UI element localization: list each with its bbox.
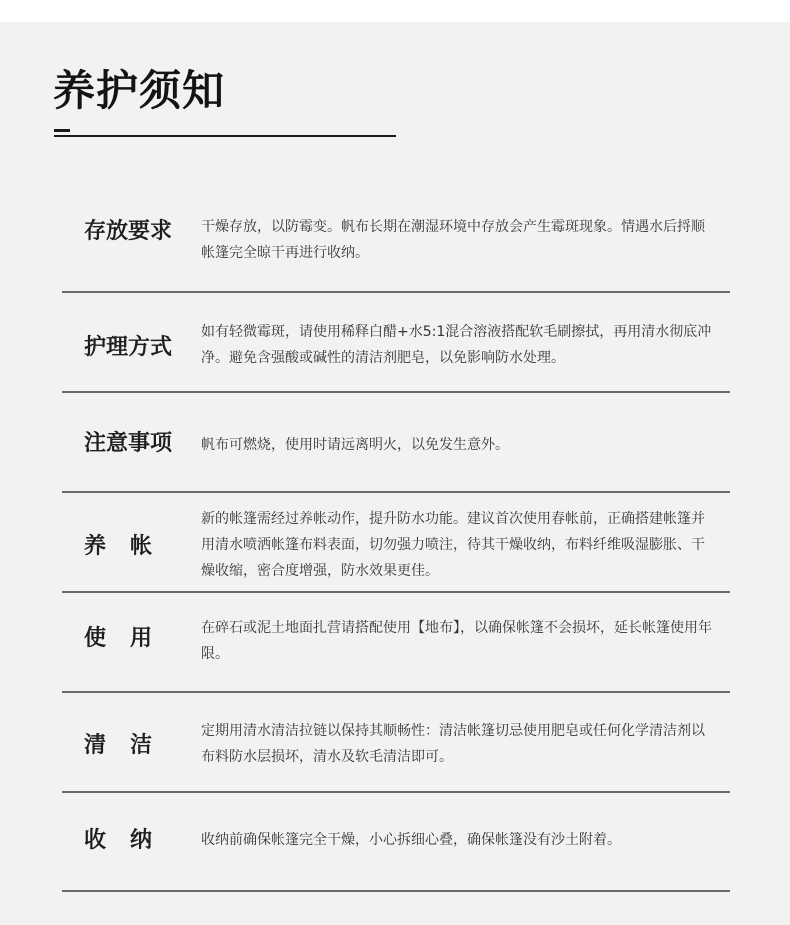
- section-text: 帆布可燃烧，使用时请远离明火，以免发生意外。: [201, 437, 509, 453]
- section-divider: [62, 591, 730, 593]
- title-underline: [54, 135, 396, 137]
- section-label: 收纳: [84, 828, 177, 853]
- section-text: 新的帐篷需经过养帐动作，提升防水功能。建议首次使用春帐前，正确搭建帐篷并用清水喷洒帐篷布料表面，切勿强力喷注，待其干燥收纳，布料纤维吸湿膨胀、干燥收缩，密合度增强，防水效果更佳。: [201, 511, 705, 579]
- section-label: 注意事项: [84, 431, 173, 456]
- section-divider: [62, 791, 730, 793]
- section-text: 在碎石或泥土地面扎营请搭配使用【地布】，以确保帐篷不会损坏，延长帐篷使用年限。: [201, 620, 712, 662]
- section-divider: [62, 291, 730, 293]
- section-label: 使用: [84, 626, 177, 651]
- care-card: [0, 22, 790, 925]
- section-divider: [62, 691, 730, 693]
- title-accent-mark: [54, 129, 70, 132]
- page-title: 养护须知: [53, 66, 226, 115]
- section-divider: [62, 890, 730, 892]
- section-label: 存放要求: [84, 219, 173, 244]
- section-divider: [62, 491, 730, 493]
- section-text: 如有轻微霉斑，请使用稀释白醋+水5:1混合溶液搭配软毛刷擦拭，再用清水彻底冲净。避免含强酸或碱性的清洁剂肥皂，以免影响防水处理。: [201, 324, 712, 366]
- section-label: 护理方式: [84, 335, 173, 360]
- section-divider: [62, 391, 730, 393]
- section-text: 定期用清水清洁拉链以保持其顺畅性：清洁帐篷切忌使用肥皂或任何化学清洁剂以布料防水层损坏，清水及软毛清洁即可。: [201, 723, 705, 765]
- section-text: 干燥存放，以防霉变。帆布长期在潮湿环境中存放会产生霉斑现象。情遇水后捋顺帐篷完全晾干再进行收纳。: [201, 219, 705, 261]
- section-label: 清洁: [84, 733, 177, 758]
- section-label: 养帐: [84, 534, 177, 559]
- section-text: 收纳前确保帐篷完全干燥，小心拆细心叠，确保帐篷没有沙土附着。: [201, 832, 621, 848]
